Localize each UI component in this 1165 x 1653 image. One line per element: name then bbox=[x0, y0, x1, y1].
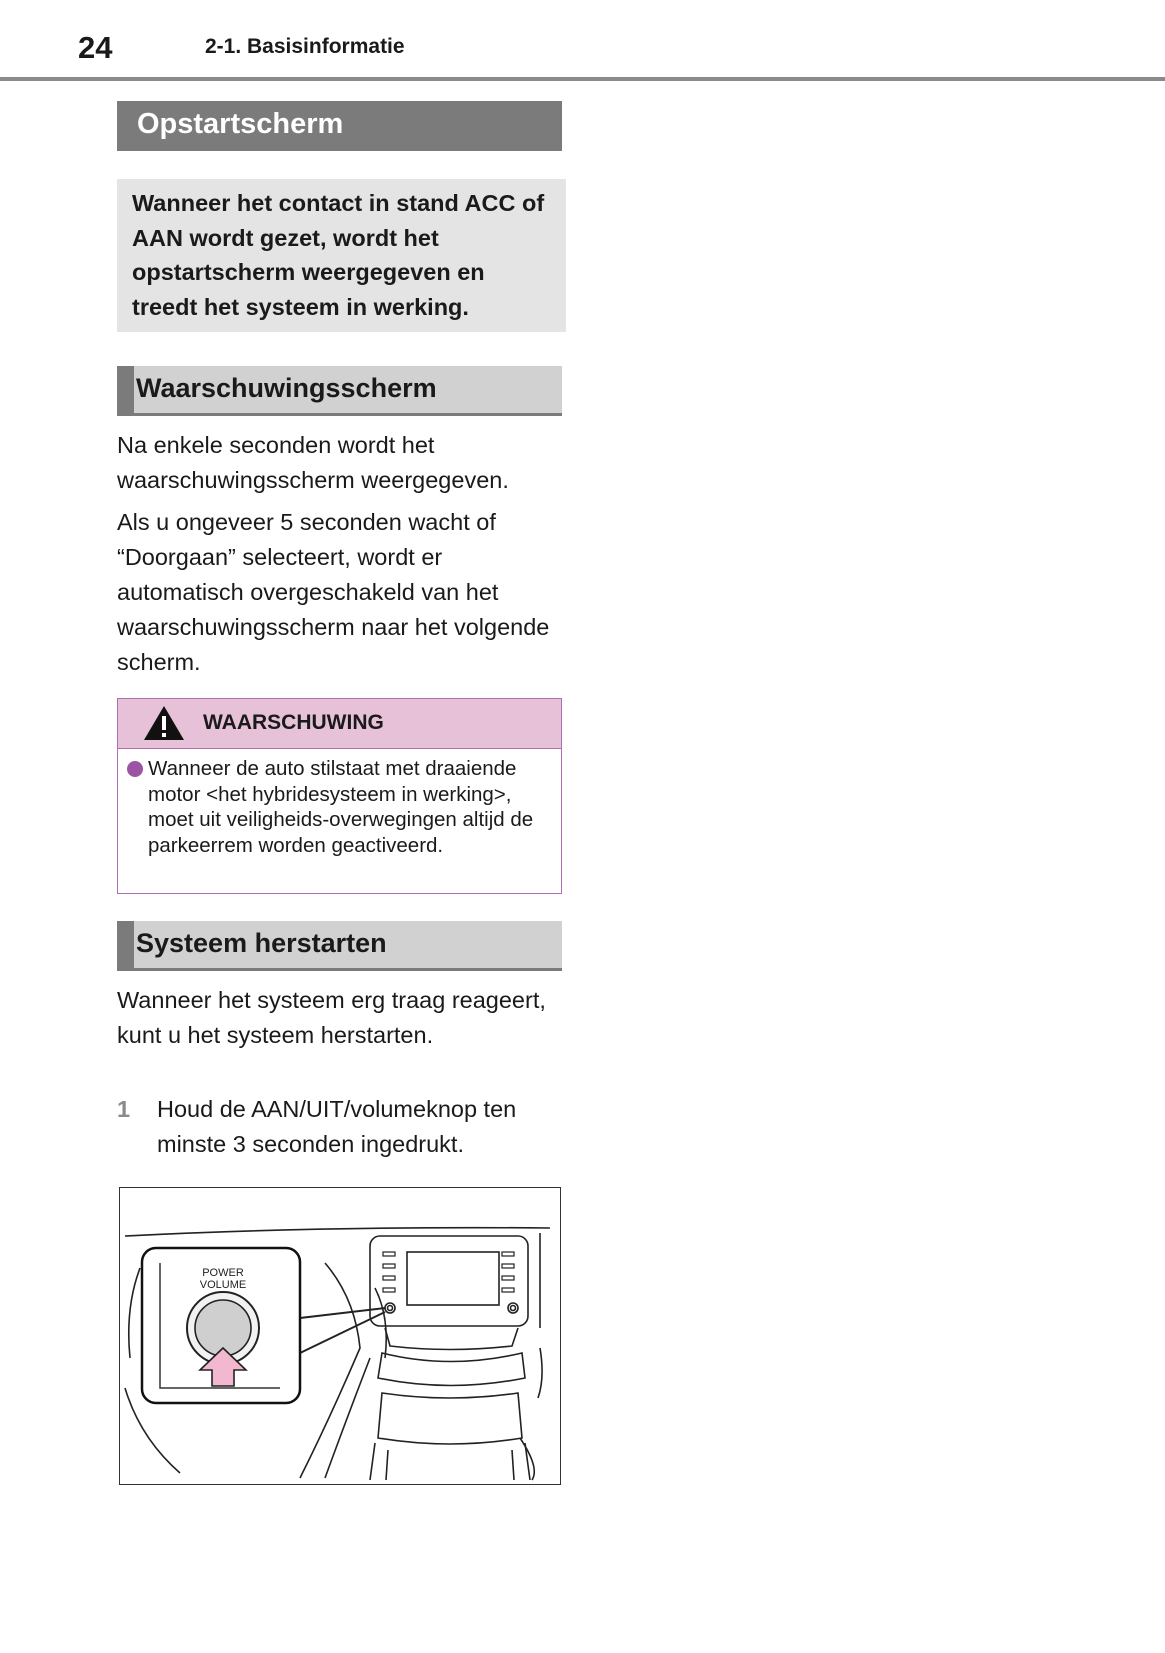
section-title-restart-text: Systeem herstarten bbox=[136, 928, 387, 958]
chapter-title: 2-1. Basisinformatie bbox=[205, 35, 405, 58]
section-title-warning-screen-text: Waarschuwingsscherm bbox=[136, 373, 437, 403]
section-title-startup-text: Opstartscherm bbox=[137, 108, 344, 140]
step-text: Houd de AAN/UIT/volumeknop ten minste 3 seconden ingedrukt. bbox=[157, 1096, 517, 1157]
bullet-icon bbox=[127, 761, 143, 777]
warning-heading: WAARSCHUWING bbox=[203, 711, 384, 734]
dashboard-drawing bbox=[120, 1188, 559, 1483]
warning-text: Wanneer de auto stilstaat met draaiende motor <het hybridesysteem in werking>, moet uit veiligheids-overwegingen altijd de parkeerrem worden geactiveerd. bbox=[148, 757, 534, 857]
page-number: 24 bbox=[78, 30, 113, 65]
section-title-restart bbox=[117, 921, 562, 971]
section-tab bbox=[117, 921, 134, 968]
section-title-startup bbox=[117, 101, 562, 151]
header-divider bbox=[0, 77, 1165, 81]
step-number: 1 bbox=[117, 1096, 131, 1122]
warning-header bbox=[118, 699, 561, 749]
paragraph-warning-2: Als u ongeveer 5 seconden wacht of “Doorgaan” selecteert, wordt er automatisch overgeschakeld van het waarschuwingsscherm naar het volgende scherm. bbox=[117, 509, 550, 675]
knob-label-power: POWER bbox=[202, 1267, 244, 1279]
warning-triangle-icon bbox=[142, 704, 186, 742]
lead-box bbox=[117, 179, 566, 332]
paragraph-restart: Wanneer het systeem erg traag reageert, kunt u het systeem herstarten. bbox=[117, 987, 546, 1048]
knob-label-volume: VOLUME bbox=[199, 1279, 247, 1291]
section-tab bbox=[117, 366, 134, 413]
warning-box bbox=[117, 698, 562, 894]
lead-text: Wanneer het contact in stand ACC of AAN wordt gezet, wordt het opstartscherm weergegeven en treedt het systeem in werking. bbox=[132, 190, 545, 320]
section-title-warning-screen bbox=[117, 366, 562, 416]
dashboard-illustration bbox=[119, 1187, 561, 1485]
paragraph-warning-1: Na enkele seconden wordt het waarschuwingsscherm weergegeven. bbox=[117, 432, 509, 493]
